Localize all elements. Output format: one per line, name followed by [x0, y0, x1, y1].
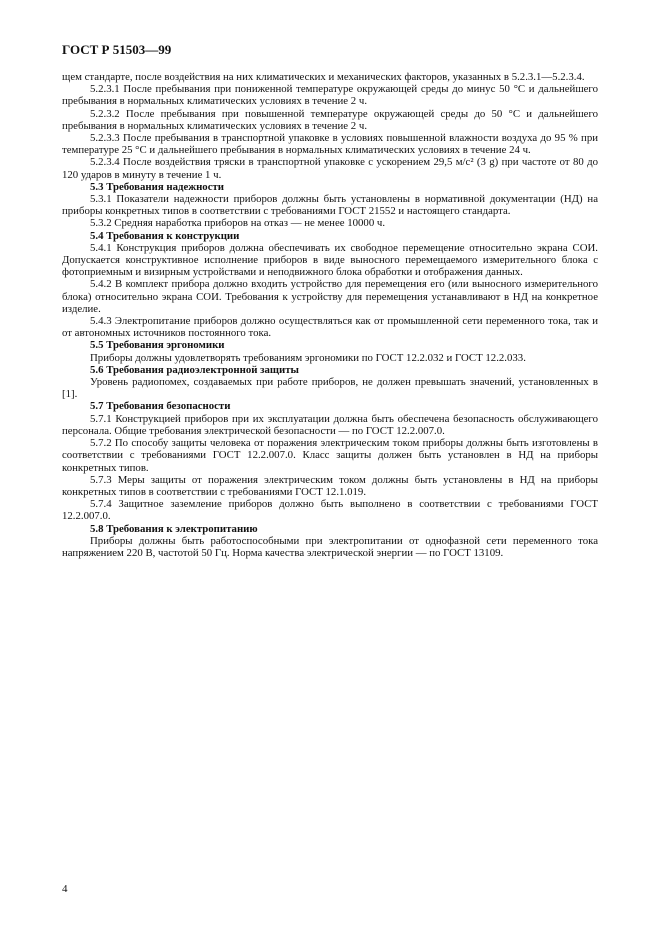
- section-heading-5-5: 5.5 Требования эргономики: [90, 339, 225, 352]
- paragraph-5-2-3-2: 5.2.3.2 После пребывания при повышенной температуре окружающей среды до 50 °С и дальнейшего пребывания в нормальных климатических условиях в течение 2 ч.: [62, 107, 598, 132]
- paragraph-5-7-4: 5.7.4 Защитное заземление приборов должно быть выполнено в соответствии с требованиями ГОСТ 12.2.007.0.: [62, 498, 598, 523]
- paragraph-5-6: Уровень радиопомех, создаваемых при работе приборов, не должен превышать значений, установленных в [1].: [62, 376, 598, 401]
- paragraph-5-3-1: 5.3.1 Показатели надежности приборов должны быть установлены в нормативной документации (НД) на приборы конкретных типов в соответствии с требованиями ГОСТ 21552 и настоящего стандарта.: [62, 193, 598, 218]
- section-heading-5-7: 5.7 Требования безопасности: [90, 400, 231, 413]
- section-heading-5-6: 5.6 Требования радиоэлектронной защиты: [90, 363, 299, 376]
- section-heading-5-3: 5.3 Требования надежности: [90, 180, 225, 193]
- document-header: ГОСТ Р 51503—99: [62, 42, 172, 57]
- paragraph-5-2-3-1: 5.2.3.1 После пребывания при пониженной температуре окружающей среды до минус 50 °С и дальнейшего пребывания в нормальных климатических условиях в течение 2 ч.: [62, 83, 598, 108]
- paragraph-5-2-3-3: 5.2.3.3 После пребывания в транспортной упаковке в условиях повышенной влажности воздуха до 95 % при температуре 25 °С и дальнейшего пребывания в нормальных климатических условиях в течение 24 ч.: [62, 132, 598, 157]
- paragraph-5-2-3-4: 5.2.3.4 После воздействия тряски в транспортной упаковке с ускорением 29,5 м/с² (3 g) при частоте от 80 до 120 ударов в минуту в течение 1 ч.: [62, 156, 598, 181]
- paragraph-5-7-2: 5.7.2 По способу защиты человека от поражения электрическим током приборы должны быть изготовлены в соответствии с требованиями ГОСТ 12.2.007.0. Класс защиты должен быть установлен в НД на приборы конкретных типов.: [62, 437, 598, 474]
- section-heading-5-4: 5.4 Требования к конструкции: [90, 229, 240, 242]
- page-number: 4: [62, 883, 68, 895]
- paragraph-5-4-2: 5.4.2 В комплект прибора должно входить устройство для перемещения его (или выносного измерительного блока) относительно экрана СОИ. Требования к устройству для перемещения устанавливают в НД на конкретное изделие.: [62, 278, 598, 315]
- paragraph-5-7-3: 5.7.3 Меры защиты от поражения электрическим током должны быть установлены в НД на приборы конкретных типов в соответствии с требованиями ГОСТ 12.1.019.: [62, 473, 598, 498]
- paragraph-5-8: Приборы должны быть работоспособными при электропитании от однофазной сети переменного тока напряжением 220 В, частотой 50 Гц. Норма качества электрической энергии — по ГОСТ 13109.: [62, 534, 598, 559]
- paragraph-5-7-1: 5.7.1 Конструкцией приборов при их эксплуатации должна быть обеспечена безопасность обслуживающего персонала. Общие требования электрической безопасности — по ГОСТ 12.2.007.0.: [62, 412, 598, 437]
- paragraph-5-4-1: 5.4.1 Конструкция приборов должна обеспечивать их свободное перемещение относительно экрана СОИ. Допускается конструктивное исполнение приборов в виде выносного перемещаемого измерительного блока с фотоприемным и визирным устройствами и неподвижного блока обработки и отображения данных.: [62, 241, 598, 279]
- section-heading-5-8: 5.8 Требования к электропитанию: [90, 522, 258, 535]
- paragraph-5-5: Приборы должны удовлетворять требованиям эргономики по ГОСТ 12.2.032 и ГОСТ 12.2.033.: [90, 351, 526, 364]
- paragraph-5-4-3: 5.4.3 Электропитание приборов должно осуществляться как от промышленной сети переменного тока, так и от автономных источников постоянного тока.: [62, 315, 598, 340]
- paragraph-continuation: щем стандарте, после воздействия на них климатических и механических факторов, указанных в 5.2.3.1—5.2.3.4.: [62, 71, 585, 83]
- paragraph-5-3-2: 5.3.2 Средняя наработка приборов на отказ — не менее 10000 ч.: [90, 217, 386, 230]
- document-body: [62, 71, 598, 559]
